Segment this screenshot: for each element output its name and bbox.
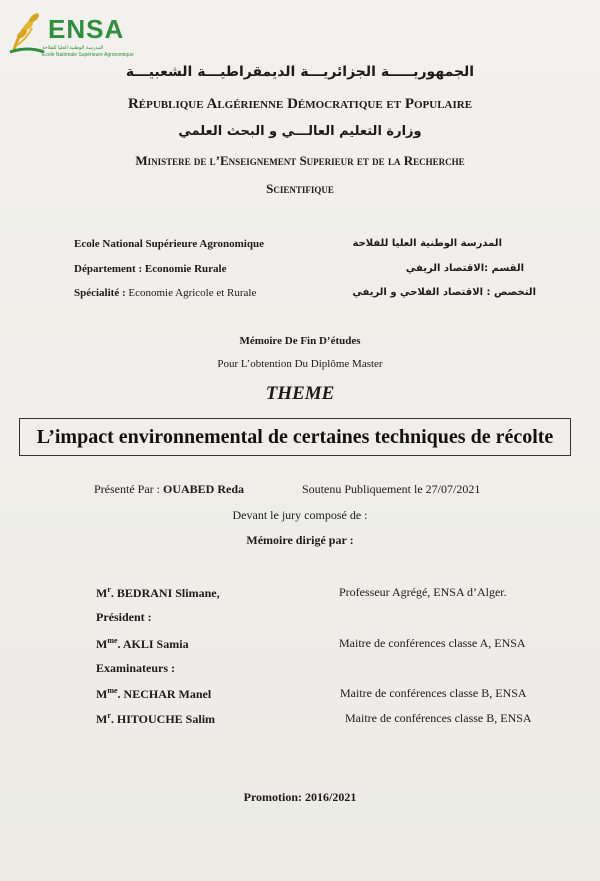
theme-label: THEME xyxy=(265,383,335,404)
department-ar: القسم :الاقتصاد الريفي xyxy=(405,263,524,274)
presented-by-label: Présenté Par : xyxy=(94,482,160,496)
jury-intro: Devant le jury composé de : xyxy=(232,508,368,522)
ensa-logo xyxy=(8,6,134,61)
department-value: Economie Rurale xyxy=(144,263,227,275)
jury-rank-supervisor: Professeur Agrégé, ENSA d’Alger. xyxy=(339,585,507,599)
department-fr xyxy=(74,263,226,275)
french-ministry-title: Ministere de l’Enseignement Superieur et de la Recherche xyxy=(135,153,465,168)
logo-wordmark: ENSA xyxy=(48,14,125,44)
jury-member-supervisor: $M^r$. BEDRANI Slimane, xyxy=(96,585,220,600)
arabic-ministry-title: وزارة التعليم العالـــي و البحث العلمي xyxy=(178,124,422,139)
jury-role-president: Président : xyxy=(96,610,152,624)
french-ministry-title-2: Scientifique xyxy=(266,181,334,196)
jury-member-examiner-2: $M^r$. HITOUCHE Salim xyxy=(96,711,216,726)
jury-member-examiner-1: $M^{me}$. NECHAR Manel xyxy=(96,686,212,701)
school-name-ar: المدرسة الوطنية العليا للفلاحة xyxy=(352,238,502,249)
defense-date: Soutenu Publiquement le 27/07/2021 xyxy=(302,482,481,496)
theme-title: L’impact environnemental de certaines techniques de récolte xyxy=(36,425,554,448)
jury-rank-examiner-2: Maitre de conférences classe B, ENSA xyxy=(345,711,532,725)
french-republic-title: République Algérienne Démocratique et Populaire xyxy=(127,96,473,112)
jury-rank-president: Maitre de conférences classe A, ENSA xyxy=(339,636,526,650)
logo-subtitle-ar: المدرسة الوطنية العليا للفلاحة xyxy=(42,45,104,51)
speciality-value: Economie Agricole et Rurale xyxy=(128,287,257,299)
memoire-subtitle: Pour L’obtention Du Diplôme Master xyxy=(217,358,383,370)
memoire-title: Mémoire De Fin D’études xyxy=(239,335,361,347)
speciality-label: Spécialité : xyxy=(74,287,126,299)
jury-rank-examiner-1: Maitre de conférences classe B, ENSA xyxy=(340,686,527,700)
promotion: Promotion: 2016/2021 xyxy=(243,790,357,804)
speciality-ar: التخصص : الاقتصاد الفلاحي و الريفي xyxy=(352,287,536,298)
jury-role-examiners: Examinateurs : xyxy=(96,661,175,675)
school-name-fr: Ecole National Supérieure Agronomique xyxy=(74,238,264,250)
jury-member-president: $M^{me}$. AKLI Samia xyxy=(96,636,189,651)
department-label: Département : xyxy=(74,263,143,275)
arabic-republic-title: الجمهوريـــــة الجزائريـــة الديمقراطيـــة الشعبيـــة xyxy=(125,64,475,80)
speciality-fr xyxy=(74,287,256,299)
logo-subtitle-fr: Ecole Nationale Supérieure Agronomique xyxy=(42,52,134,58)
theme-title-box xyxy=(19,418,571,456)
presented-by-name: OUABED Reda xyxy=(162,482,244,496)
directed-by-label: Mémoire dirigé par : xyxy=(246,533,354,547)
presented-by xyxy=(94,482,244,497)
